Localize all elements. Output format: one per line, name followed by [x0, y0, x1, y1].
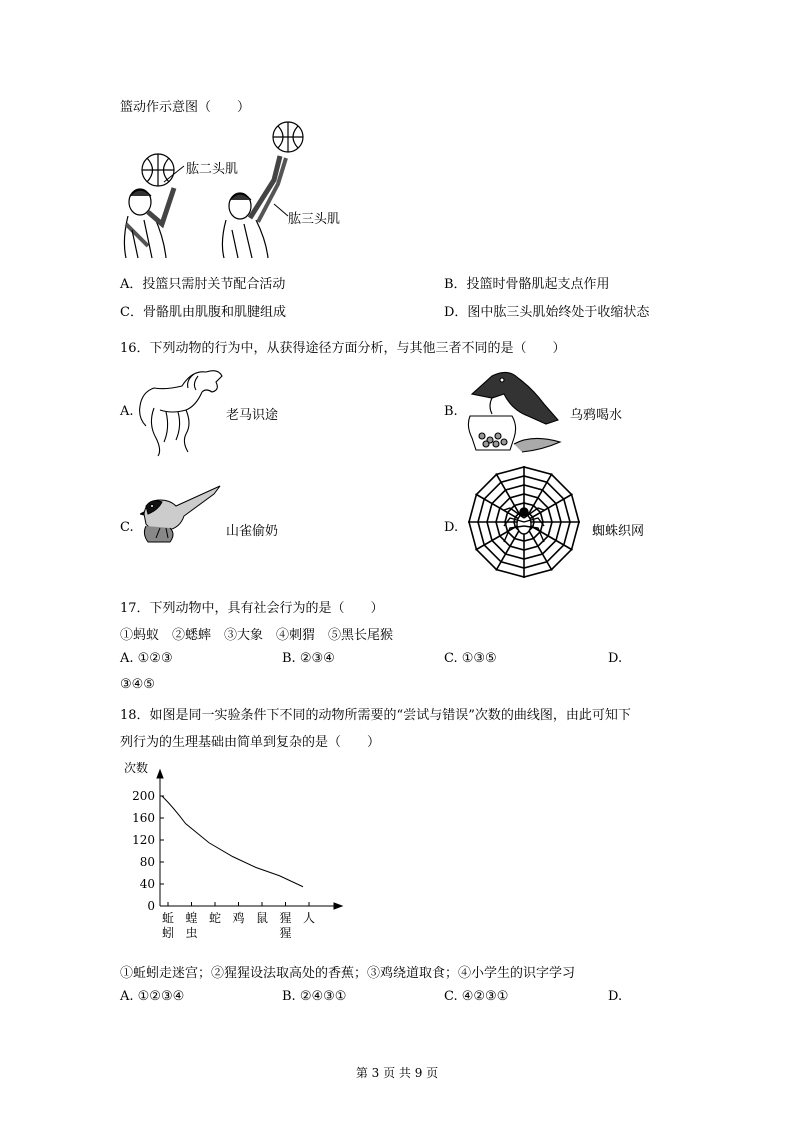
basketball-icon — [142, 154, 174, 186]
q17-items: ①蚂蚁 ②蟋蟀 ③大象 ④刺猬 ⑤黑长尾猴 — [120, 628, 394, 643]
q18-stem-line2: 列行为的生理基础由简单到复杂的是（ ） — [120, 735, 381, 750]
page-footer: 第 3 页 共 9 页 — [355, 1066, 439, 1080]
q16-option-c-text: 山雀偷奶 — [226, 524, 279, 539]
q16-option-d-letter: D. — [444, 520, 459, 535]
q16-option-d-text: 蜘蛛织网 — [592, 524, 645, 539]
q15-option-c: C．骨骼肌由肌腹和肌腱组成 — [120, 305, 286, 320]
chart-x-tick-label: 蚓 — [161, 926, 175, 940]
q15-option-b: B．投篮时骨骼肌起支点作用 — [444, 277, 610, 292]
chart-x-tick-label: 蝗 — [185, 911, 198, 925]
q18-option-b: B. ②④③① — [282, 989, 347, 1004]
chart-x-tick-label: 蚯 — [161, 911, 175, 925]
chart-y-tick-label: 160 — [132, 811, 155, 825]
label-triceps: 肱三头肌 — [288, 212, 341, 227]
chart-y-tick-label: 120 — [132, 833, 155, 847]
horse-icon — [136, 362, 226, 458]
basketball-icon — [273, 122, 303, 152]
crow-icon — [462, 364, 566, 456]
q18-option-c: C. ④②③① — [444, 989, 509, 1004]
q15-stem-tail: 篮动作示意图（ ） — [120, 100, 251, 115]
chart-x-tick-label: 鼠 — [255, 911, 269, 925]
q15-option-a: A．投篮只需肘关节配合活动 — [120, 277, 286, 292]
chart-x-tick-label: 猩 — [279, 926, 292, 940]
chart-y-label: 次数 — [124, 761, 149, 775]
chart-y-ticks — [132, 789, 155, 913]
chart-x-labels — [162, 910, 315, 940]
basketball-illustration — [118, 120, 358, 260]
q17-stem: 17．下列动物中，具有社会行为的是（ ） — [120, 601, 384, 616]
q17-option-a: A. ①②③ — [120, 651, 173, 666]
q18-stem-line1: 18．如图是同一实验条件下不同的动物所需要的“尝试与错误”次数的曲线图，由此可知下 — [120, 708, 631, 723]
q18-option-a: A. ①②③④ — [120, 989, 185, 1004]
q18-option-d: D. — [608, 989, 623, 1004]
chart-x-tick-label: 虫 — [185, 926, 198, 940]
tit-bird-icon — [140, 484, 224, 546]
chart-x-tick-label: 鸡 — [232, 911, 245, 925]
chart-y-tick-label: 40 — [139, 877, 155, 891]
q17-option-d-wrap: ③④⑤ — [120, 677, 155, 692]
q16-option-b-letter: B. — [444, 404, 458, 419]
q16-stem: 16．下列动物的行为中，从获得途径方面分析，与其他三者不同的是（ ） — [120, 341, 566, 356]
q16-option-a-text: 老马识途 — [226, 408, 279, 423]
trial-error-chart — [118, 760, 358, 950]
q17-option-d: D. — [608, 651, 623, 666]
spider-web-icon — [462, 462, 586, 580]
chart-y-tick-label: 0 — [147, 899, 155, 913]
q17-option-c: C. ①③⑤ — [444, 651, 497, 666]
chart-x-tick-label: 蛇 — [208, 911, 222, 925]
q18-items: ①蚯蚓走迷宫；②猩猩设法取高处的香蕉；③鸡绕道取食；④小学生的识字学习 — [120, 966, 576, 981]
q15-option-d: D．图中肱三头肌始终处于收缩状态 — [444, 305, 650, 320]
q16-option-a-letter: A. — [120, 404, 134, 419]
chart-y-tick-label: 200 — [132, 789, 155, 803]
chart-series-line — [162, 796, 303, 887]
chart-x-tick-label: 猩 — [279, 911, 292, 925]
q16-option-c-letter: C. — [120, 520, 134, 535]
chart-axes — [157, 770, 342, 909]
chart-x-tick-label: 人 — [302, 911, 316, 925]
q16-option-b-text: 乌鸦喝水 — [570, 408, 623, 423]
q17-option-b: B. ②③④ — [282, 651, 335, 666]
label-biceps: 肱二头肌 — [186, 162, 239, 177]
chart-y-tick-label: 80 — [139, 855, 155, 869]
